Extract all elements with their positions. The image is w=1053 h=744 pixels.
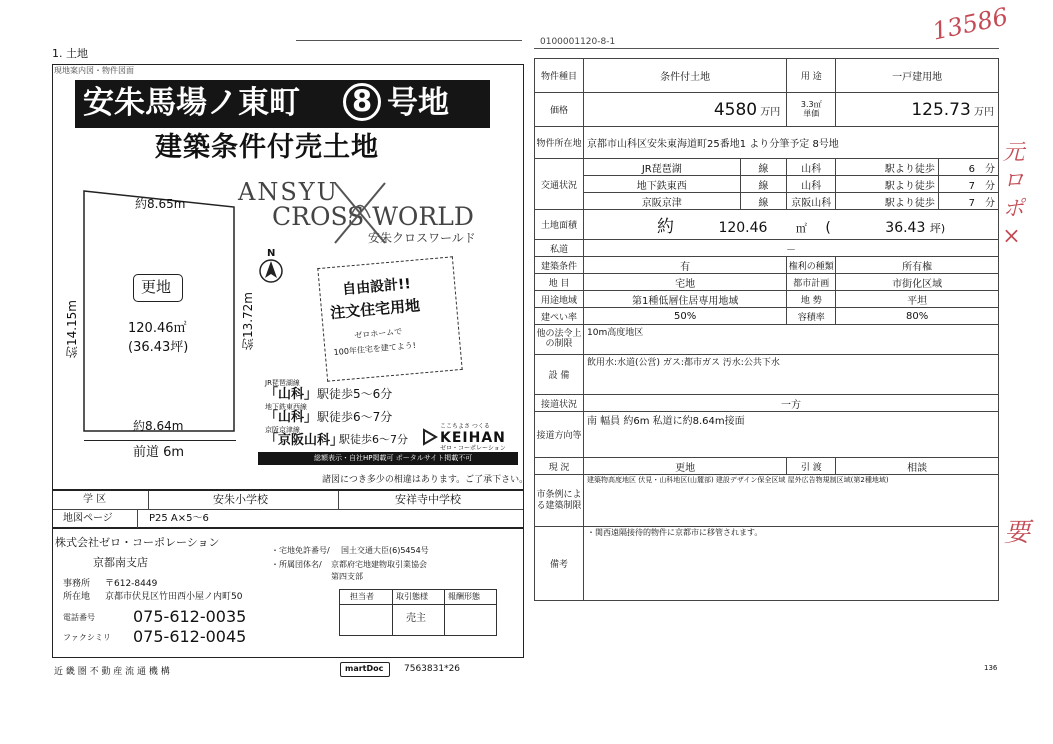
- handwritten-note-right: 元ロポ×: [999, 140, 1024, 255]
- staff-header: 報酬形態: [448, 592, 480, 601]
- other-law: 10m高度地区: [584, 325, 999, 355]
- tel-label: 電話番号: [63, 613, 95, 622]
- road-dir: 南 幅員 約6m 私道に約8.64m接面: [584, 412, 999, 458]
- property-type: 条件付土地: [584, 59, 787, 93]
- land-area-m2: 120.46: [718, 220, 768, 236]
- access-walk: 駅徒歩5～6分: [317, 387, 393, 401]
- brand-line-1: ANSYU: [238, 178, 339, 206]
- staff-header: 担当者: [350, 592, 374, 601]
- city-ord: 建築物高度地区 伏見・山科地区(山麓部) 建設デザイン保全区域 屋外広告物規制区域(第2種地域): [584, 475, 999, 527]
- address-label: 所在地: [63, 592, 91, 602]
- access-line: 地下鉄東西線: [265, 403, 307, 411]
- transport-fun: 分: [985, 197, 995, 209]
- office-zip: 〒612-8449: [105, 579, 158, 589]
- plot-area-m2: 120.46㎡: [128, 321, 187, 336]
- staff-value: 売主: [406, 613, 426, 624]
- access-list: [265, 380, 425, 450]
- other-law-label: 他の法令上の制限: [535, 325, 584, 355]
- map-caption: 現地案内図・物件図面: [54, 66, 134, 75]
- plot-label: 更地: [141, 278, 172, 296]
- land-area-open: (: [825, 220, 831, 236]
- access-walk: 駅徒歩6～7分: [317, 410, 393, 424]
- use-label: 用 途: [787, 59, 836, 93]
- transport-station: 山科: [787, 176, 836, 193]
- price: 4580: [713, 99, 758, 120]
- road-status-label: 接道状況: [535, 395, 584, 412]
- assoc-value: 京都府宅地建物取引業協会: [331, 560, 427, 569]
- transport-station: 山科: [787, 159, 836, 176]
- right-type-label: 権利の種類: [787, 257, 836, 274]
- fax: 075-612-0045: [133, 627, 247, 646]
- land-area-tsubo-unit: 坪): [929, 222, 946, 235]
- flyer-subtitle: 建築条件付売土地: [155, 132, 379, 163]
- bcr-label: 建ぺい率: [535, 308, 584, 325]
- current: 更地: [584, 458, 787, 475]
- office-label: 事務所: [63, 579, 91, 589]
- top-left-label: 1. 土地: [52, 47, 88, 60]
- fax-header: 0100001120-8-1: [540, 37, 616, 47]
- location-label: 物件所在地: [535, 127, 584, 159]
- agent-box: [52, 528, 524, 658]
- company-logo-top: ここちよさ つくる: [440, 423, 490, 430]
- plot-width-bottom: 約8.64m: [133, 419, 184, 433]
- transport-sen: 線: [740, 159, 787, 176]
- school-table: [52, 490, 524, 528]
- agent-company: 株式会社ゼロ・コーポレーション: [55, 536, 220, 549]
- access-station: 「山科」: [265, 387, 318, 402]
- plot-depth-left: 約14.15m: [65, 300, 79, 359]
- price-unit: 万円: [760, 106, 781, 118]
- price-label: 価格: [535, 93, 584, 127]
- plot-diagram: [60, 185, 260, 455]
- agent-branch: 京都南支店: [93, 556, 148, 569]
- map-page-label: 地図ページ: [63, 513, 113, 524]
- transport-walk: 駅より徒歩: [884, 197, 935, 209]
- transport-line: JR琵琶湖: [584, 159, 741, 176]
- map-page-value: P25 A×5～6: [149, 513, 209, 524]
- flyer-footer-bar: [258, 452, 518, 465]
- access-line: 京阪京津線: [265, 426, 300, 434]
- city-ord-label: 市条例による建築制限: [535, 475, 584, 527]
- transport-label: 交通状況: [535, 159, 584, 210]
- free-design-1: 自由設計!!: [341, 276, 412, 299]
- land-area-prefix: 約: [657, 217, 674, 237]
- page-number: 136: [984, 664, 998, 672]
- doc-id: 7563831*26: [404, 664, 461, 674]
- bottom-org: 近 畿 圏 不 動 産 流 通 機 構: [54, 667, 170, 677]
- brand-jp: 安朱クロスワールド: [368, 231, 476, 245]
- brand-cross-ornament-icon: [330, 178, 390, 248]
- access-station: 「京阪山科」: [265, 433, 344, 448]
- plot-depth-right: 約13.72m: [241, 292, 255, 351]
- free-design-4: 100年住宅を建てよう!: [333, 340, 417, 358]
- keihan-logo-icon: [422, 428, 438, 446]
- stamp-number: 13586: [929, 2, 1011, 46]
- type-label: 物件種目: [535, 59, 584, 93]
- delivery: 相談: [836, 458, 999, 475]
- road-status: 一方: [584, 395, 999, 412]
- city-plan: 市街化区域: [836, 274, 999, 291]
- right-type: 所有権: [836, 257, 999, 274]
- front-road: 前道 6m: [133, 445, 185, 460]
- assoc-label: ・所属団体名/: [271, 560, 322, 569]
- martdoc-label: martDoc: [345, 664, 384, 673]
- transport-walk: 駅より徒歩: [884, 163, 935, 175]
- far-label: 容積率: [787, 308, 836, 325]
- handwritten-note-right-2: 要: [1004, 518, 1031, 548]
- martdoc-badge: [340, 662, 390, 677]
- unit-price-unit: 万円: [974, 106, 994, 118]
- facility-label: 設 備: [535, 355, 584, 395]
- north-label: N: [267, 248, 276, 259]
- transport-fun: 分: [985, 163, 995, 175]
- terrain-label: 地 勢: [787, 291, 836, 308]
- company-logo-sub: ゼロ・コーポレーション: [440, 445, 506, 452]
- private-road: －: [584, 240, 999, 257]
- transport-min: 7: [968, 197, 975, 209]
- property-use: 一戸建用地: [836, 59, 999, 93]
- access-line: JR琵琶湖線: [265, 379, 300, 387]
- building-cond-label: 建築条件: [535, 257, 584, 274]
- free-design-badge: [317, 256, 462, 381]
- flyer-title-suffix: 号地: [387, 85, 449, 121]
- current-label: 現 況: [535, 458, 584, 475]
- transport-min: 6: [968, 163, 975, 175]
- unit-price: 125.73: [911, 99, 971, 120]
- remarks: ・関西遠隔接待的物件に京都市に移管されます。: [587, 528, 763, 537]
- delivery-label: 引 渡: [787, 458, 836, 475]
- flyer-footer-text: 総額表示・自社HP掲載可 ポータルサイト掲載不可: [314, 454, 473, 462]
- land-cat-label: 地 目: [535, 274, 584, 291]
- top-header-rule-right: [534, 48, 999, 49]
- license-label: ・宅地免許番号/: [271, 546, 330, 555]
- terrain: 平坦: [836, 291, 999, 308]
- plot-width-top: 約8.65m: [135, 197, 186, 211]
- road-dir-label: 接道方向等: [535, 412, 584, 458]
- unit-price-label-1: 3.3㎡: [800, 99, 822, 109]
- flyer-title: 安朱馬場ノ東町: [83, 85, 300, 121]
- brand-line-2: CROSS WORLD: [272, 202, 474, 231]
- flyer-title-banner: [75, 80, 490, 128]
- address: 京都市伏見区竹田西小屋ノ内町50: [105, 592, 243, 602]
- flyer-note: 諸図につき多少の相違はあります。ご了承下さい。: [322, 475, 529, 485]
- school-label: 学 区: [83, 494, 107, 505]
- far: 80%: [836, 308, 999, 325]
- free-design-3: ゼロホームで: [353, 327, 403, 341]
- school-junior: 安祥寺中学校: [395, 493, 461, 506]
- company-logo: KEIHAN: [440, 430, 506, 446]
- location: 京都市山科区安朱東海道町25番地1 より分筆予定 8号地: [584, 127, 999, 159]
- staff-table: [339, 589, 497, 636]
- transport-fun: 分: [985, 180, 995, 192]
- remarks-label: 備考: [535, 527, 584, 601]
- transport-min: 7: [968, 180, 975, 192]
- land-cat: 宅地: [584, 274, 787, 291]
- fax-label: ファクシミリ: [63, 633, 111, 642]
- top-header-rule-left: [296, 40, 522, 41]
- staff-header: 取引態様: [396, 592, 428, 601]
- unit-price-label-2: 単価: [803, 108, 820, 118]
- city-plan-label: 都市計画: [787, 274, 836, 291]
- land-area-m2-unit: ㎡: [795, 222, 807, 235]
- transport-line: 京阪京津: [584, 193, 741, 210]
- transport-sen: 線: [740, 193, 787, 210]
- transport-walk: 駅より徒歩: [884, 180, 935, 192]
- zoning: 第1種低層住居専用地域: [584, 291, 787, 308]
- front-road-line: [84, 440, 236, 441]
- transport-sen: 線: [740, 176, 787, 193]
- plot-area-tsubo: (36.43坪): [128, 340, 189, 355]
- land-area-tsubo: 36.43: [885, 220, 926, 236]
- property-table: [534, 58, 999, 601]
- facility: 飲用水:水道(公営) ガス:都市ガス 汚水:公共下水: [584, 355, 999, 395]
- private-road-label: 私道: [535, 240, 584, 257]
- north-arrow-icon: [258, 258, 284, 284]
- assoc-value-2: 第四支部: [331, 572, 363, 581]
- tel: 075-612-0035: [133, 607, 247, 626]
- transport-line: 地下鉄東西: [584, 176, 741, 193]
- transport-station: 京阪山科: [787, 193, 836, 210]
- access-station: 「山科」: [265, 410, 318, 425]
- building-cond: 有: [584, 257, 787, 274]
- land-area-label: 土地面積: [535, 210, 584, 240]
- free-design-2: 注文住宅用地: [329, 296, 421, 323]
- bcr: 50%: [584, 308, 787, 325]
- school-elementary: 安朱小学校: [213, 493, 268, 506]
- license-value: 国土交通大臣(6)5454号: [341, 546, 429, 555]
- plot-number: 8: [352, 84, 373, 118]
- access-walk: 駅徒歩6～7分: [339, 433, 408, 446]
- zoning-label: 用途地域: [535, 291, 584, 308]
